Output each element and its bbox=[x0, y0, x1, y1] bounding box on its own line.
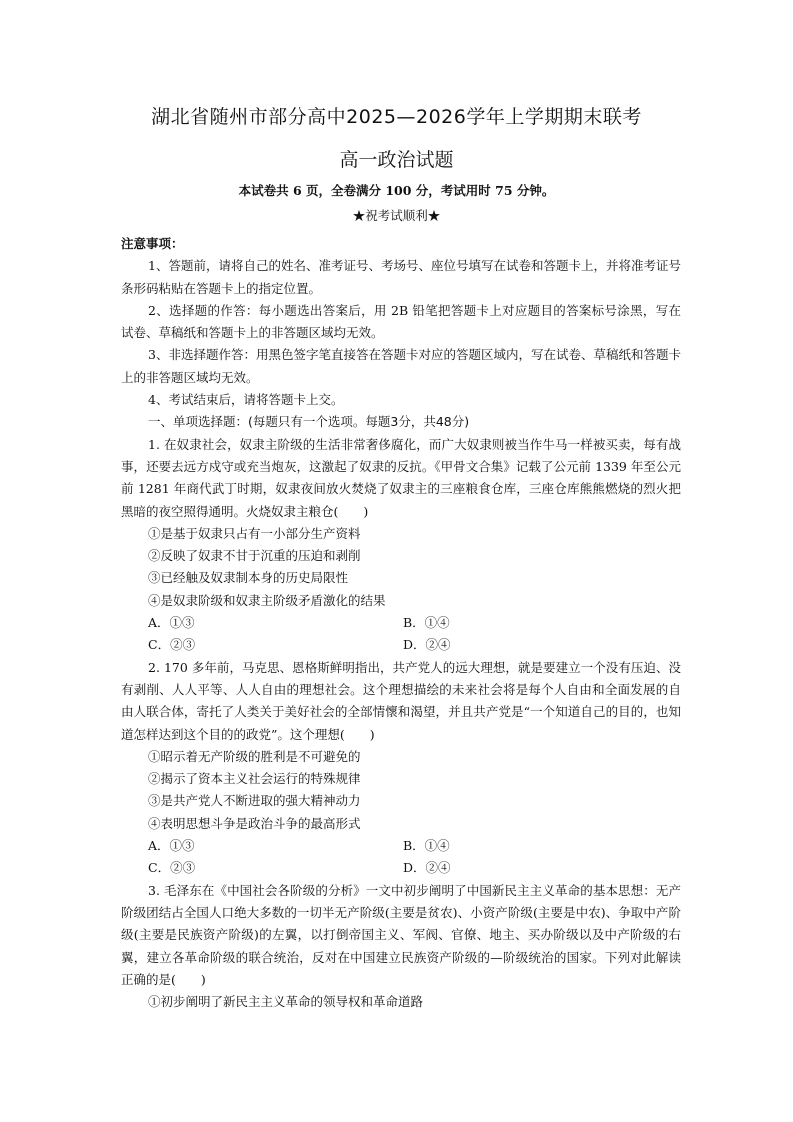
note-item: 3、非选择题作答：用黑色签字笔直接答在答题卡对应的答题区域内，写在试卷、草稿纸和答题卡上的非答题区域均无效。 bbox=[121, 347, 681, 385]
question-2-option: ③是共产党人不断进取的强大精神动力 bbox=[148, 793, 361, 809]
question-1-choices-row-1 bbox=[121, 612, 681, 634]
question-3-stem: 3. 毛泽东在《中国社会各阶级的分析》一文中初步阐明了中国新民主主义革命的基本思想：无产阶级团结占全国人口绝大多数的一切半无产阶级(主要是贫农)、小资产阶级(主要是中农)、争取中产阶级(主要是民族资产阶级)的左翼，以打倒帝国主义、军阀、官僚、地主、买办阶级以及中产阶级的右翼，建立各革命阶级的联合统治，反对在中国建立民族资产阶级的—阶级统治的国家。下列对此解读正确的是( ) bbox=[121, 882, 681, 987]
question-2-option: ④表明思想斗争是政治斗争的最高形式 bbox=[148, 815, 361, 831]
question-2-choices-row-1 bbox=[121, 835, 681, 857]
section-heading: 一、单项选择题：(每题只有一个选项。每题3分，共48分) bbox=[148, 414, 470, 430]
exam-wish: ★祝考试顺利★ bbox=[352, 208, 441, 223]
question-1-stem: 1. 在奴隶社会，奴隶主阶级的生活非常奢侈腐化，而广大奴隶则被当作牛马一样被买卖，每有战事，还要去远方戍守或充当炮灰，这激起了奴隶的反抗。《甲骨文合集》记载了公元前 1339 年至公元前 1281 年商代武丁时期，奴隶夜间放火焚烧了奴隶主的三座粮食仓库，三座仓库熊熊燃烧的烈火把黑暗的夜空照得通明。火烧奴隶主粮仓( ) bbox=[121, 436, 681, 519]
exam-info: 本试卷共 6 页，全卷满分 100 分，考试用时 75 分钟。 bbox=[238, 183, 555, 198]
question-2-choice-c: C．②③ bbox=[148, 860, 196, 876]
question-1-choice-b: B．①④ bbox=[403, 615, 450, 631]
question-2-choice-a: A．①③ bbox=[148, 838, 195, 854]
note-item: 2、选择题的作答：每小题选出答案后，用 2B 铅笔把答题卡上对应题目的答案标号涂黑，写在试卷、草稿纸和答题卡上的非答题区域均无效。 bbox=[121, 302, 681, 341]
question-1-choice-d: D．②④ bbox=[403, 637, 451, 653]
question-1-option: ②反映了奴隶不甘于沉重的压迫和剥削 bbox=[148, 548, 361, 564]
exam-title: 湖北省随州市部分高中2025—2026学年上学期期末联考 bbox=[151, 106, 642, 128]
question-1-choices-row-2 bbox=[121, 634, 681, 656]
question-2-choice-d: D．②④ bbox=[403, 860, 451, 876]
question-2-option: ①昭示着无产阶级的胜利是不可避免的 bbox=[148, 748, 361, 764]
note-item: 1、答题前，请将自己的姓名、准考证号、考场号、座位号填写在试卷和答题卡上，并将准考证号条形码粘贴在答题卡上的指定位置。 bbox=[121, 258, 681, 296]
question-2-choices-row-2 bbox=[121, 857, 681, 879]
question-2-stem: 2. 170 多年前，马克思、恩格斯鲜明指出，共产党人的远大理想，就是要建立一个没有压迫、没有剥削、人人平等、人人自由的理想社会。这个理想描绘的未来社会将是每个人自由和全面发展的自由人联合体，寄托了人类关于美好社会的全部情懷和渴望，并且共产党是“一个知道自己的目的，也知道怎样达到这个目的的政党”。这个理想( ) bbox=[121, 659, 681, 742]
question-1-option: ①是基于奴隶只占有一小部分生产资料 bbox=[148, 525, 361, 541]
question-1-option: ④是奴隶阶级和奴隶主阶级矛盾激化的结果 bbox=[148, 592, 386, 608]
question-2-choice-b: B．①④ bbox=[403, 838, 450, 854]
exam-subtitle: 高一政治试题 bbox=[339, 149, 454, 171]
note-item: 4、考试结束后，请将答题卡上交。 bbox=[148, 392, 344, 408]
exam-body bbox=[121, 233, 681, 1013]
question-1-choice-a: A．①③ bbox=[148, 615, 195, 631]
question-3-option: ①初步阐明了新民主主义革命的领导权和革命道路 bbox=[148, 994, 424, 1010]
notes-heading: 注意事项： bbox=[121, 236, 184, 251]
question-2-option: ②揭示了资本主义社会运行的特殊规律 bbox=[148, 771, 361, 787]
question-1-choice-c: C．②③ bbox=[148, 637, 196, 653]
question-1-option: ③已经触及奴隶制本身的历史局限性 bbox=[148, 570, 349, 586]
